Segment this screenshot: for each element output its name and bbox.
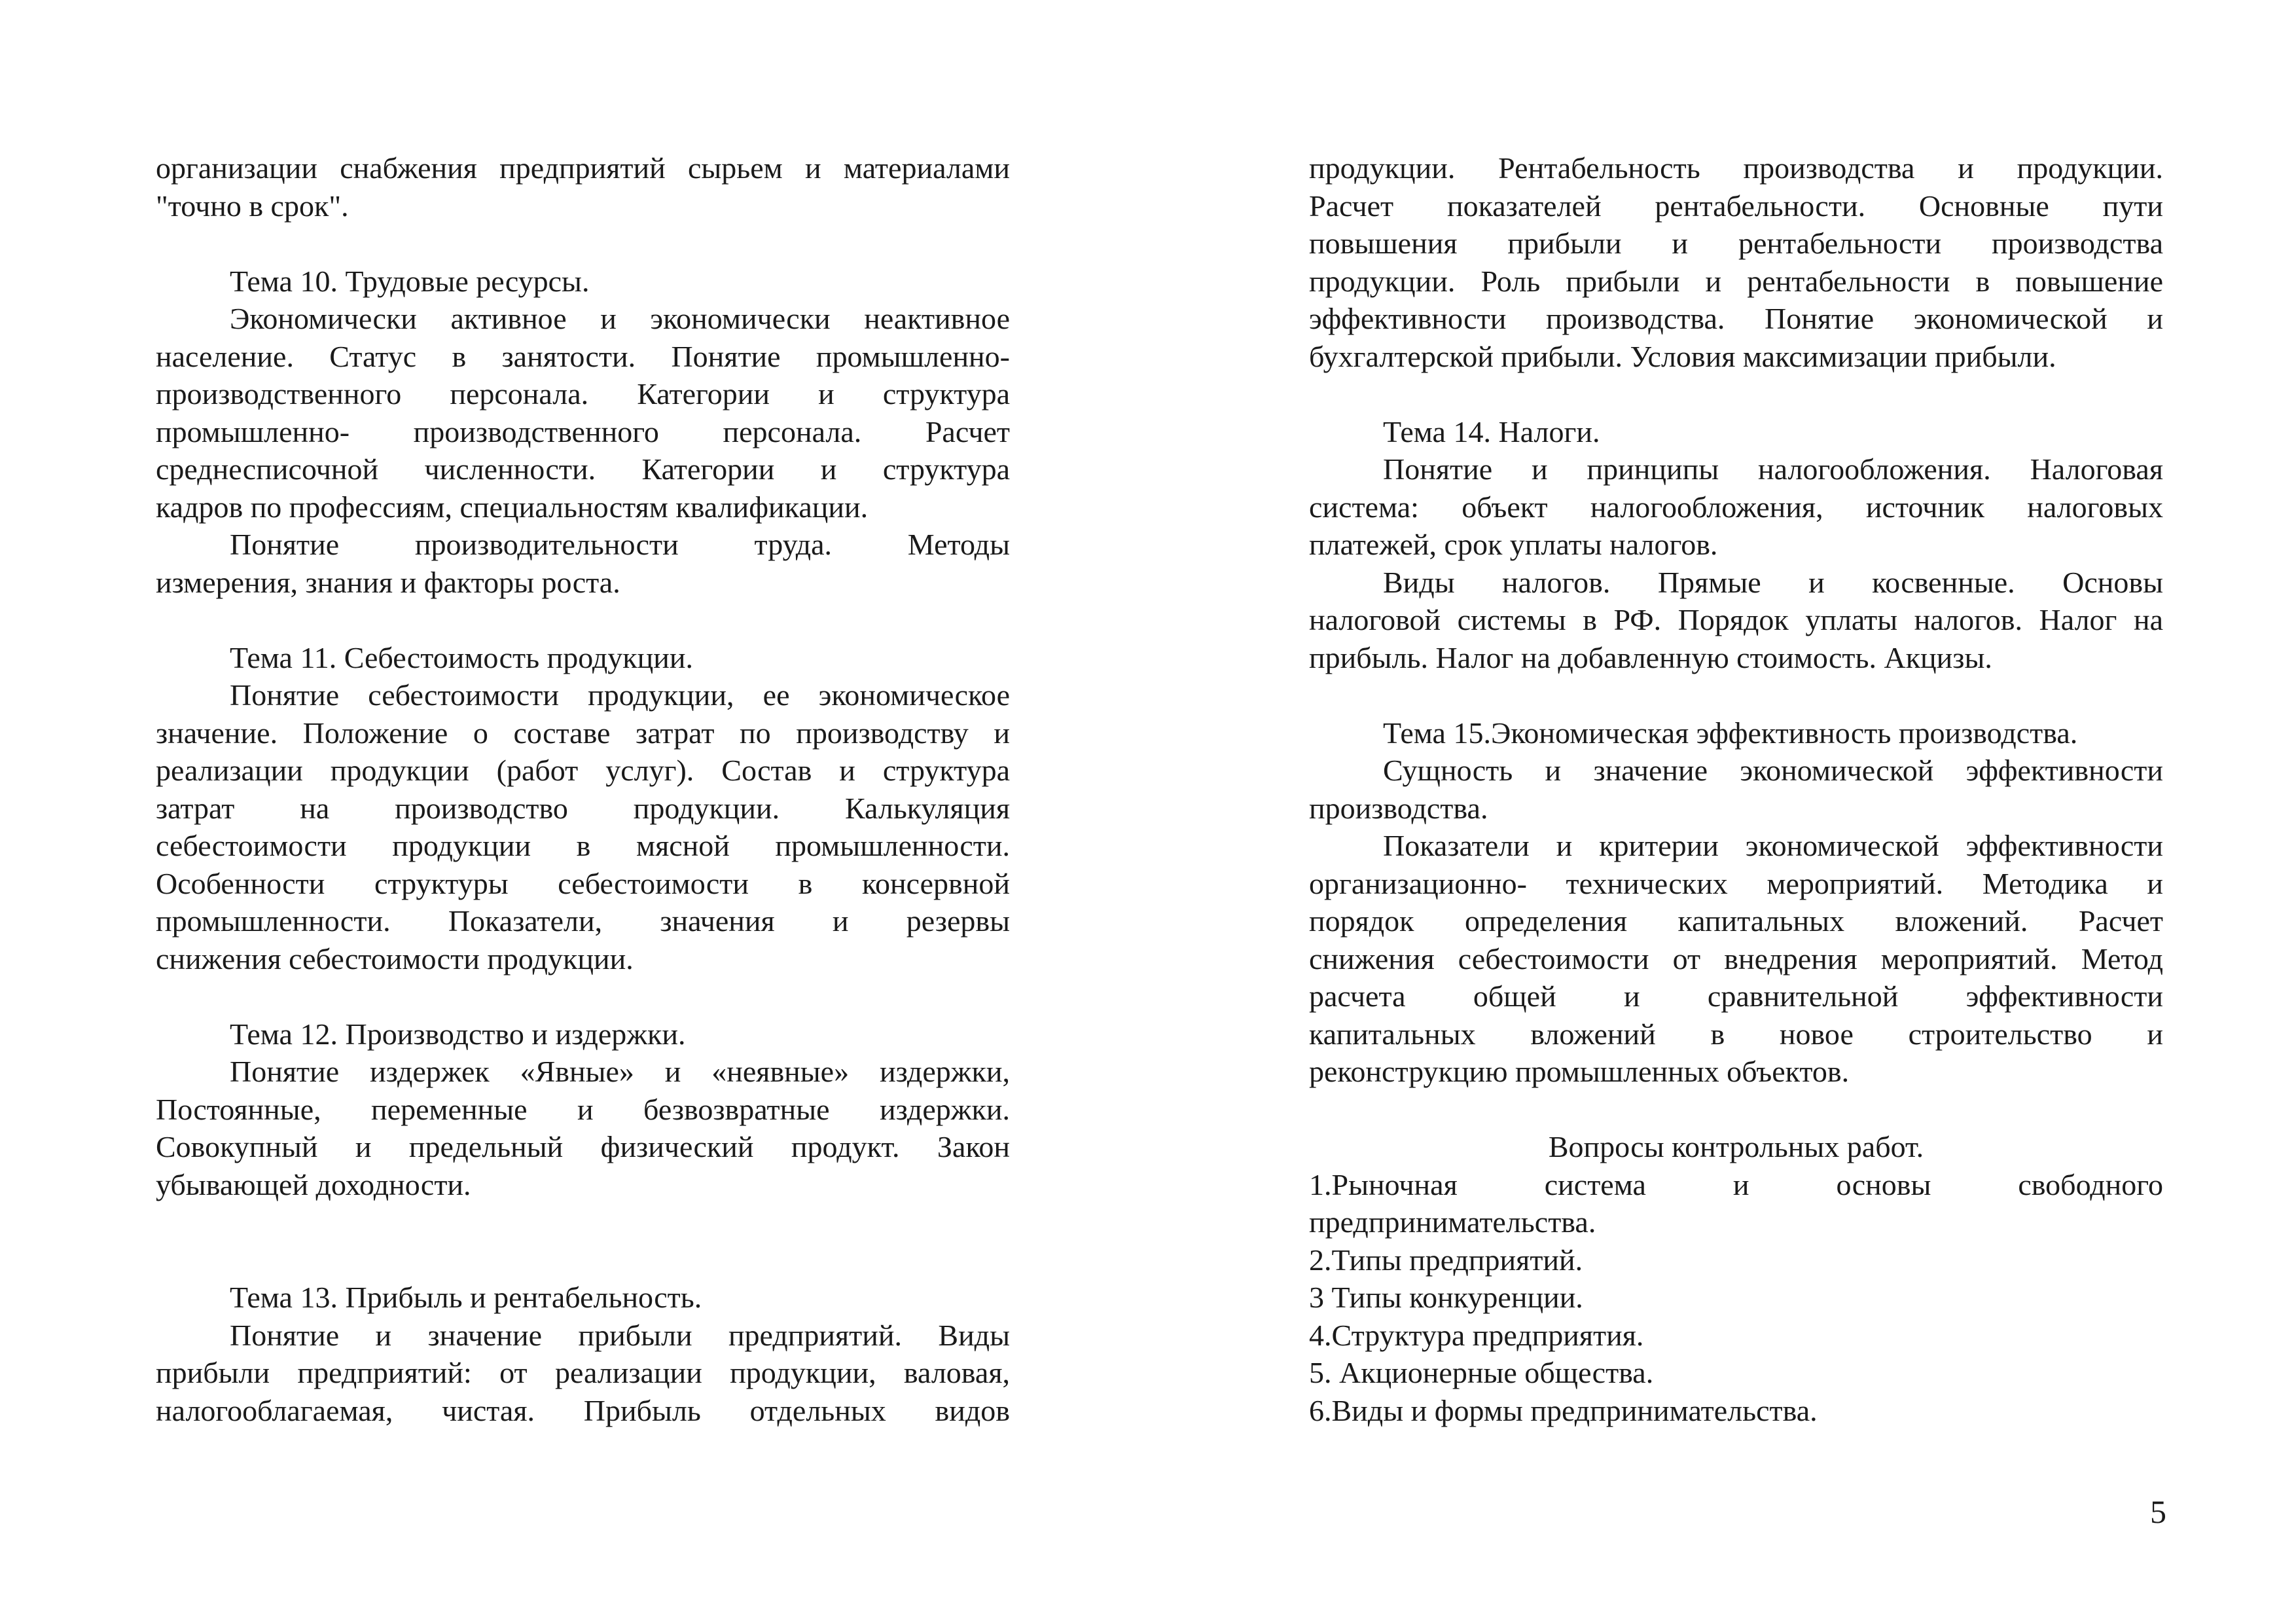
- text-line: Совокупный и предельный физический продукт. Закон: [156, 1130, 1010, 1163]
- text-line: прибыль. Налог на добавленную стоимость. Акцизы.: [1309, 640, 1992, 674]
- text-line: Понятие издержек «Явные» и «неявные» издержки,: [230, 1055, 1010, 1088]
- text-line: организации снабжения предприятий сырьем и материалами: [156, 151, 1010, 185]
- text-line: организационно- технических мероприятий. Методика и: [1309, 866, 2163, 900]
- text-line: производства.: [1309, 791, 1488, 825]
- text-line: Сущность и значение экономической эффективности: [1383, 754, 2163, 787]
- text-line: продукции. Рентабельность производства и продукции.: [1309, 151, 2163, 185]
- left-column: [156, 149, 1010, 1429]
- text-line: Постоянные, переменные и безвозвратные издержки.: [156, 1092, 1010, 1126]
- text-line: система: объект налогообложения, источник налоговых: [1309, 490, 2163, 524]
- text-line: бухгалтерской прибыли. Условия максимизации прибыли.: [1309, 339, 2056, 373]
- text-line: капитальных вложений в новое строительство и: [1309, 1017, 2163, 1051]
- text-line: налогооблагаемая, чистая. Прибыль отдельных видов: [156, 1393, 1010, 1427]
- question-item: 5. Акционерные общества.: [1309, 1356, 1654, 1389]
- text-line: прибыли предприятий: от реализации продукции, валовая,: [156, 1356, 1010, 1389]
- topic-15-heading: Тема 15.Экономическая эффективность производства.: [1383, 716, 2078, 750]
- text-line: продукции. Роль прибыли и рентабельности в повышение: [1309, 264, 2163, 298]
- topic-14-heading: Тема 14. Налоги.: [1383, 414, 1600, 448]
- text-line: повышения прибыли и рентабельности производства: [1309, 227, 2163, 260]
- text-line: кадров по профессиям, специальностям квалификации.: [156, 490, 869, 524]
- text-line: население. Статус в занятости. Понятие промышленно-: [156, 339, 1010, 373]
- question-item: 1.Рыночная система и основы свободного: [1309, 1167, 2163, 1201]
- question-item: 4.Структура предприятия.: [1309, 1318, 1644, 1352]
- text-line: расчета общей и сравнительной эффективности: [1309, 979, 2163, 1013]
- text-line: Расчет показателей рентабельности. Основные пути: [1309, 189, 2163, 223]
- topic-10-heading: Тема 10. Трудовые ресурсы.: [230, 264, 590, 298]
- text-line: снижения себестоимости продукции.: [156, 941, 634, 976]
- text-line: Особенности структуры себестоимости в консервной: [156, 866, 1010, 900]
- text-line: реализации продукции (работ услуг). Состав и структура: [156, 754, 1010, 787]
- text-line: Понятие производительности труда. Методы: [230, 528, 1010, 561]
- text-line: затрат на производство продукции. Калькуляция: [156, 791, 1010, 825]
- text-line: налоговой системы в РФ. Порядок уплаты налогов. Налог на: [1309, 603, 2163, 636]
- question-item: 6.Виды и формы предпринимательства.: [1309, 1393, 1818, 1427]
- topic-13-heading: Тема 13. Прибыль и рентабельность.: [230, 1281, 702, 1314]
- text-line: убывающей доходности.: [156, 1167, 471, 1201]
- text-line: промышленно- производственного персонала. Расчет: [156, 414, 1010, 448]
- text-line: Понятие и принципы налогообложения. Налоговая: [1383, 452, 2163, 486]
- text-line: платежей, срок уплаты налогов.: [1309, 528, 1718, 561]
- text-line: производственного персонала. Категории и структура: [156, 377, 1010, 410]
- text-line: себестоимости продукции в мясной промышленности.: [156, 829, 1010, 862]
- text-line: Понятие себестоимости продукции, ее экономическое: [230, 678, 1010, 712]
- questions-heading: Вопросы контрольных работ.: [1548, 1130, 1924, 1163]
- text-line: реконструкцию промышленных объектов.: [1309, 1055, 1850, 1088]
- text-line: порядок определения капитальных вложений. Расчет: [1309, 904, 2163, 938]
- question-item: 2.Типы предприятий.: [1309, 1243, 1583, 1277]
- right-column: [1309, 149, 2163, 1429]
- text-line: промышленности. Показатели, значения и резервы: [156, 904, 1010, 938]
- topic-11-heading: Тема 11. Себестоимость продукции.: [230, 640, 693, 674]
- text-line: Виды налогов. Прямые и косвенные. Основы: [1383, 565, 2163, 599]
- text-line: значение. Положение о составе затрат по производству и: [156, 716, 1010, 750]
- question-item: предпринимательства.: [1309, 1205, 1596, 1239]
- text-line: среднесписочной численности. Категории и структура: [156, 452, 1010, 486]
- question-item: 3 Типы конкуренции.: [1309, 1281, 1583, 1314]
- text-line: Понятие и значение прибыли предприятий. Виды: [230, 1318, 1010, 1352]
- text-line: эффективности производства. Понятие экономической и: [1309, 302, 2163, 335]
- text-line: Показатели и критерии экономической эффективности: [1383, 829, 2163, 862]
- text-line: измерения, знания и факторы роста.: [156, 565, 620, 599]
- topic-12-heading: Тема 12. Производство и издержки.: [230, 1017, 686, 1051]
- page-number: 5: [2150, 1493, 2166, 1530]
- text-line: "точно в срок".: [156, 189, 349, 223]
- text-line: Экономически активное и экономически неактивное: [230, 302, 1010, 335]
- text-line: снижения себестоимости от внедрения мероприятий. Метод: [1309, 941, 2163, 976]
